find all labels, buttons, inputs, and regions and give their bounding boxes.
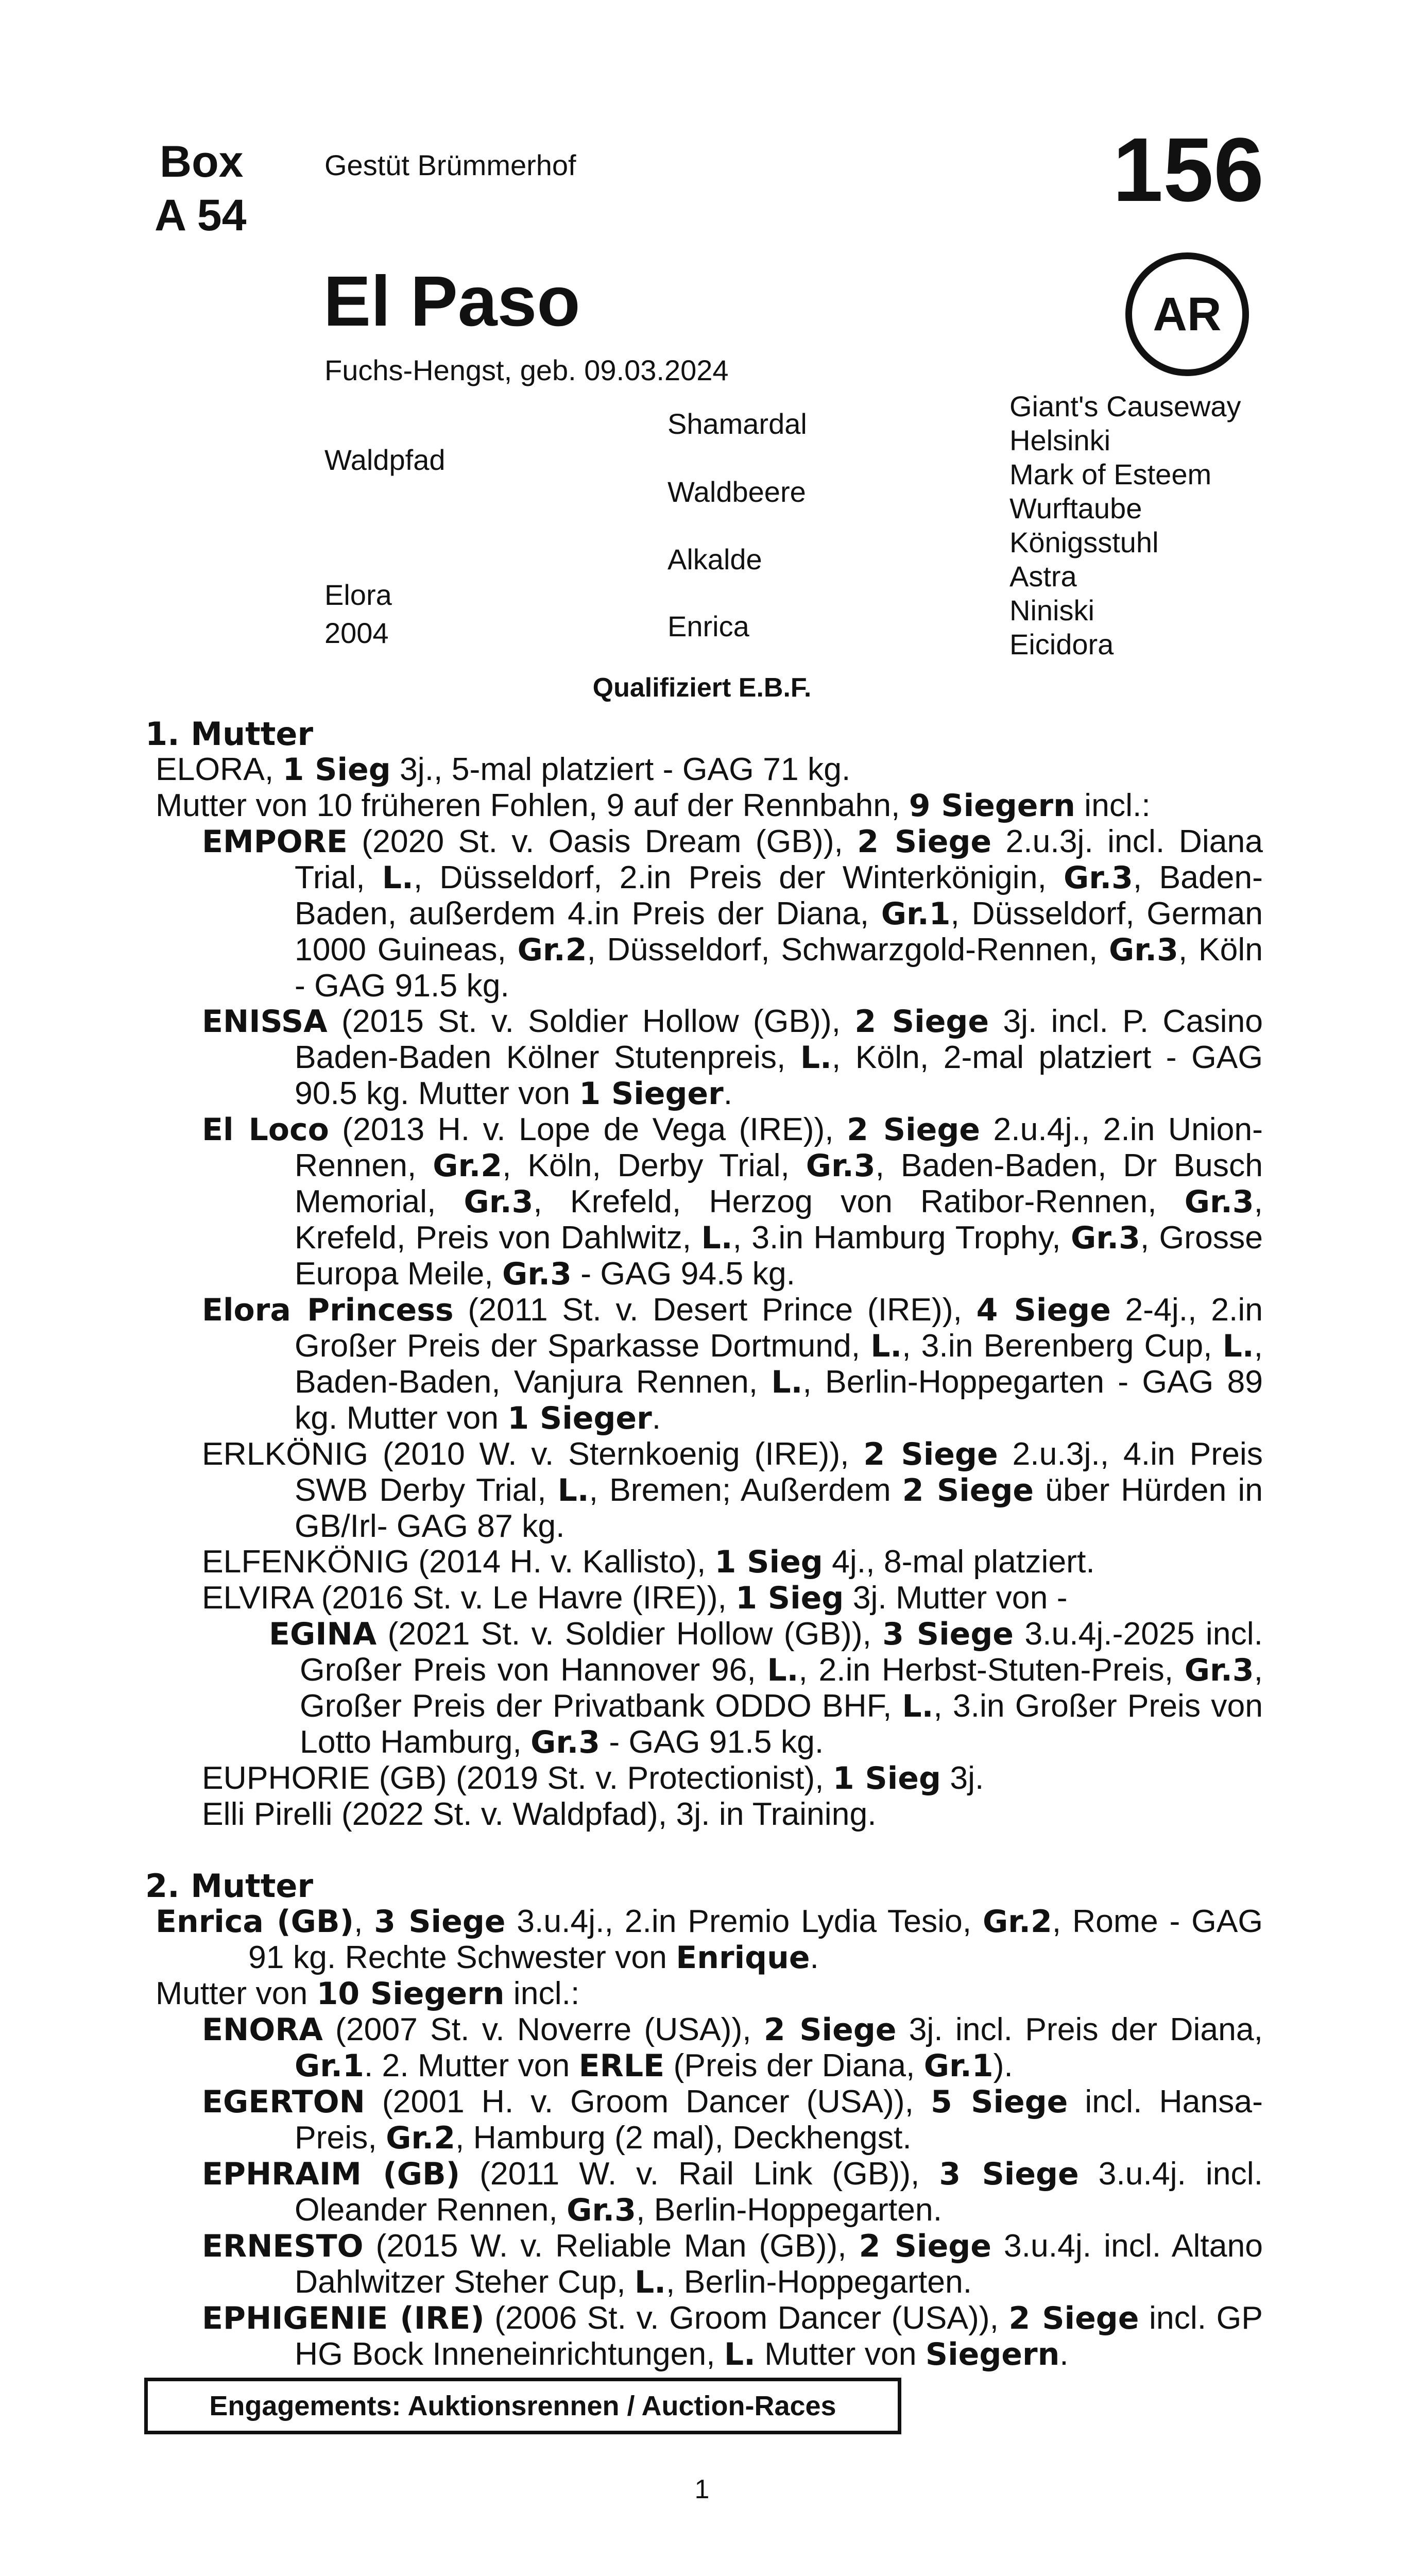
- second-dam-entry: [202, 2228, 1263, 2300]
- text-run: incl.:: [1075, 787, 1151, 823]
- bold-text-run: 2 Siege: [863, 1436, 998, 1472]
- first-dam-entry: [202, 1797, 1263, 1832]
- text-run: über Hürden in GB/Irl- GAG 87 kg.: [295, 1472, 1263, 1544]
- text-run: , Baden-Baden, außerdem 4.in Preis der Diana,: [295, 859, 1263, 931]
- text-run: (Preis der Diana,: [664, 2047, 924, 2083]
- bold-text-run: Gr.3: [530, 1724, 600, 1760]
- text-run: , Köln, Derby Trial,: [502, 1147, 806, 1183]
- bold-text-run: L.: [800, 1040, 832, 1076]
- first-dam-sub-entry: [269, 1616, 1263, 1760]
- text-run: .: [810, 1939, 819, 1975]
- bold-text-run: 2 Siege: [902, 1472, 1034, 1509]
- second-dam-entry: [202, 2300, 1263, 2372]
- first-dam-entry: [202, 1760, 1263, 1797]
- text-run: , Krefeld, Herzog von Ratibor-Rennen,: [533, 1183, 1185, 1219]
- first-dam-entry: [202, 1580, 1263, 1616]
- second-dam-entry: [202, 2012, 1263, 2084]
- text-run: Mutter von 10 früheren Fohlen, 9 auf der Rennbahn,: [156, 787, 909, 823]
- second-dam-heading: 2. Mutter: [145, 1867, 314, 1905]
- bold-text-run: EPHIGENIE (IRE): [202, 2300, 485, 2336]
- bold-text-run: L.: [557, 1472, 589, 1509]
- text-run: , Berlin-Hoppegarten.: [666, 2264, 972, 2300]
- pedigree-gen3-item: Eicidora: [1009, 628, 1114, 660]
- text-run: - GAG 94.5 kg.: [571, 1256, 796, 1292]
- bold-text-run: 2 Siege: [763, 2012, 897, 2048]
- bold-text-run: 10 Siegern: [316, 1976, 505, 2012]
- first-dam-entry: [202, 824, 1263, 1004]
- bold-text-run: Elora Princess: [202, 1292, 454, 1328]
- text-run: 3j.: [940, 1760, 984, 1796]
- bold-text-run: 1 Sieg: [832, 1760, 941, 1797]
- text-run: 3j. Mutter von -: [844, 1580, 1068, 1616]
- bold-text-run: Gr.1: [881, 896, 951, 932]
- bold-text-run: Gr.2: [982, 1904, 1052, 1940]
- bold-text-run: Gr.1: [923, 2048, 994, 2084]
- text-run: , 3.in Hamburg Trophy,: [732, 1219, 1071, 1256]
- bold-text-run: Siegern: [925, 2336, 1060, 2372]
- pedigree-sire-dam: Waldbeere: [667, 476, 806, 508]
- qualified-note: Qualifiziert E.B.F.: [592, 673, 812, 703]
- bold-text-run: Gr.3: [1184, 1652, 1254, 1688]
- bold-text-run: EGINA: [269, 1616, 377, 1652]
- bold-text-run: 4 Siege: [976, 1292, 1111, 1328]
- bold-text-run: L.: [724, 2336, 756, 2372]
- bold-text-run: 1 Sieg: [282, 752, 391, 788]
- pedigree-gen3-item: Astra: [1009, 560, 1077, 592]
- text-run: , Köln, 2-mal platziert - GAG 90.5 kg. Mutter von: [295, 1039, 1263, 1111]
- engagements-text: Engagements: Auktionsrennen / Auction-Races: [209, 2391, 836, 2421]
- bold-text-run: 9 Siegern: [909, 788, 1075, 824]
- catalogue-body: [145, 716, 1263, 2372]
- bold-text-run: 5 Siege: [930, 2084, 1068, 2120]
- pedigree-dam: Elora: [324, 579, 392, 611]
- bold-text-run: Gr.3: [1064, 860, 1133, 896]
- bold-text-run: L.: [635, 2264, 666, 2300]
- text-run: EUPHORIE (GB) (2019 St. v. Protectionist),: [202, 1760, 833, 1796]
- text-run: , Baden-Baden, Dr Busch Memorial,: [295, 1147, 1263, 1219]
- text-run: Elli Pirelli (2022 St. v. Waldpfad), 3j. in Training.: [202, 1796, 877, 1832]
- first-dam-entry: [202, 1436, 1263, 1544]
- bold-text-run: Gr.3: [1184, 1184, 1254, 1220]
- text-run: 3.u.4j. incl. Altano Dahlwitzer Steher Cup,: [295, 2228, 1263, 2300]
- second-dam-entry: [202, 2084, 1263, 2156]
- bold-text-run: 2 Siege: [1008, 2300, 1139, 2336]
- text-run: , 2.in Herbst-Stuten-Preis,: [798, 1652, 1185, 1688]
- horse-description: Fuchs-Hengst, geb. 09.03.2024: [324, 354, 729, 386]
- bold-text-run: L.: [382, 860, 414, 896]
- second-dam-entry: [202, 2156, 1263, 2228]
- text-run: (2021 St. v. Soldier Hollow (GB)),: [376, 1616, 883, 1652]
- text-run: , Großer Preis der Privatbank ODDO BHF,: [300, 1652, 1263, 1724]
- text-run: 3j., 5-mal platziert - GAG 71 kg.: [390, 751, 851, 787]
- bold-text-run: Gr.3: [567, 2192, 636, 2228]
- text-run: . 2. Mutter von: [364, 2047, 579, 2083]
- bold-text-run: Gr.3: [502, 1256, 572, 1292]
- text-run: 2.u.4j., 2.in Union-Rennen,: [295, 1111, 1263, 1183]
- text-run: , Düsseldorf, Schwarzgold-Rennen,: [587, 931, 1109, 968]
- text-run: (2006 St. v. Groom Dancer (USA)),: [484, 2300, 1009, 2336]
- pedigree-gen3-item: Mark of Esteem: [1009, 458, 1212, 490]
- horse-name: El Paso: [323, 262, 580, 341]
- text-run: , Berlin-Hoppegarten - GAG 89 kg. Mutter von: [295, 1364, 1263, 1436]
- text-run: ERLKÖNIG (2010 W. v. Sternkoenig (IRE)),: [202, 1436, 864, 1472]
- bold-text-run: L.: [701, 1220, 733, 1256]
- pedigree-sire: Waldpfad: [324, 444, 446, 476]
- text-run: .: [652, 1400, 661, 1436]
- box-label: [155, 135, 246, 242]
- bold-text-run: 2 Siege: [847, 1112, 981, 1148]
- text-run: 3.u.4j., 2.in Premio Lydia Tesio,: [505, 1903, 983, 1939]
- first-dam-entry: [202, 1112, 1263, 1292]
- text-run: incl.:: [504, 1975, 580, 2011]
- text-run: - GAG 91.5 kg.: [600, 1724, 824, 1760]
- bold-text-run: Gr.3: [1109, 932, 1178, 968]
- text-run: incl. GP HG Bock Inneneinrichtungen,: [295, 2300, 1263, 2372]
- bold-text-run: 1 Sieg: [714, 1544, 823, 1580]
- bold-text-run: Gr.3: [464, 1184, 534, 1220]
- bold-text-run: ERNESTO: [202, 2228, 364, 2264]
- text-run: ELVIRA (2016 St. v. Le Havre (IRE)),: [202, 1580, 736, 1616]
- text-run: Mutter von: [156, 1975, 317, 2011]
- text-run: incl. Hansa-Preis,: [295, 2083, 1263, 2156]
- text-run: (2011 W. v. Rail Link (GB)),: [460, 2156, 939, 2192]
- first-dam-entry: [202, 1004, 1263, 1112]
- text-run: 2-4j., 2.in Großer Preis der Sparkasse Dortmund,: [295, 1292, 1263, 1364]
- text-run: (2013 H. v. Lope de Vega (IRE)),: [329, 1111, 847, 1147]
- page-number: 1: [694, 2475, 710, 2504]
- text-run: , Baden-Baden, Vanjura Rennen,: [295, 1328, 1263, 1400]
- text-run: (2007 St. v. Noverre (USA)),: [322, 2011, 764, 2047]
- bold-text-run: L.: [771, 1364, 803, 1400]
- engagements-box: [144, 2378, 901, 2434]
- text-run: (2001 H. v. Groom Dancer (USA)),: [365, 2083, 931, 2120]
- bold-text-run: L.: [1222, 1328, 1254, 1364]
- bold-text-run: Enrique: [676, 1940, 810, 1976]
- pedigree-gen3: [1009, 389, 1241, 662]
- text-run: , Düsseldorf, German 1000 Guineas,: [295, 895, 1263, 968]
- bold-text-run: EPHRAIM (GB): [202, 2156, 460, 2192]
- text-run: 3j. incl. P. Casino Baden-Baden Kölner Stutenpreis,: [295, 1003, 1263, 1075]
- bold-text-run: L.: [870, 1328, 902, 1364]
- text-run: 3.u.4j. incl. Oleander Rennen,: [295, 2156, 1263, 2228]
- bold-text-run: 1 Sieger: [507, 1400, 652, 1436]
- bold-text-run: 3 Siege: [882, 1616, 1014, 1652]
- first-dam-entry: [202, 1544, 1263, 1580]
- bold-text-run: Gr.2: [433, 1148, 503, 1184]
- bold-text-run: 1 Sieg: [735, 1580, 844, 1616]
- text-run: , Grosse Europa Meile,: [295, 1219, 1263, 1292]
- bold-text-run: El Loco: [202, 1112, 329, 1148]
- first-dam-line: [156, 788, 1263, 824]
- text-run: ELFENKÖNIG (2014 H. v. Kallisto),: [202, 1544, 715, 1580]
- text-run: .: [723, 1075, 733, 1111]
- text-run: (2015 W. v. Reliable Man (GB)),: [363, 2228, 859, 2264]
- first-dam-line: [156, 752, 1263, 788]
- bold-text-run: 2 Siege: [854, 1004, 989, 1040]
- bold-text-run: Gr.2: [386, 2120, 455, 2156]
- text-run: , Düsseldorf, 2.in Preis der Winterkönigin,: [413, 859, 1064, 895]
- text-run: , 3.in Großer Preis von Lotto Hamburg,: [300, 1688, 1263, 1760]
- bold-text-run: L.: [902, 1688, 934, 1724]
- bold-text-run: 2 Siege: [857, 824, 992, 860]
- bold-text-run: L.: [767, 1652, 799, 1688]
- bold-text-run: 3 Siege: [374, 1904, 506, 1940]
- bold-text-run: 2 Siege: [859, 2228, 991, 2264]
- text-run: (2020 St. v. Oasis Dream (GB)),: [347, 823, 858, 859]
- bold-text-run: 3 Siege: [939, 2156, 1079, 2192]
- text-run: ,: [354, 1903, 374, 1939]
- text-run: 2.u.3j., 4.in Preis SWB Derby Trial,: [295, 1436, 1263, 1508]
- pedigree-dam-sire: Alkalde: [667, 543, 762, 575]
- text-run: ELORA,: [156, 751, 283, 787]
- second-dam-line: [156, 1976, 1263, 2012]
- bold-text-run: EGERTON: [202, 2084, 365, 2120]
- bold-text-run: Gr.1: [295, 2048, 364, 2084]
- text-run: , Krefeld, Preis von Dahlwitz,: [295, 1183, 1263, 1256]
- first-dam-entry: [202, 1292, 1263, 1436]
- bold-text-run: Gr.3: [806, 1148, 876, 1184]
- pedigree-gen3-item: Giant's Causeway: [1009, 390, 1241, 422]
- bold-text-run: EMPORE: [202, 824, 348, 860]
- second-dam-line: [156, 1904, 1263, 1976]
- bold-text-run: 1 Sieger: [579, 1076, 724, 1112]
- text-run: 4j., 8-mal platziert.: [823, 1544, 1095, 1580]
- pedigree-dam-year: 2004: [324, 617, 389, 649]
- text-run: , 3.in Berenberg Cup,: [902, 1328, 1223, 1364]
- text-run: 3.u.4j.-2025 incl. Großer Preis von Hannover 96,: [300, 1616, 1263, 1688]
- text-run: , Rome - GAG 91 kg. Rechte Schwester von: [248, 1903, 1263, 1975]
- ar-badge-text: AR: [1153, 287, 1222, 341]
- bold-text-run: ENISSA: [202, 1004, 328, 1040]
- text-run: , Köln - GAG 91.5 kg.: [295, 931, 1263, 1004]
- text-run: .: [1059, 2336, 1069, 2372]
- pedigree-gen3-item: Königsstuhl: [1009, 526, 1159, 558]
- pedigree-gen3-item: Wurftaube: [1009, 492, 1142, 524]
- box-label-line2: A 54: [155, 191, 247, 240]
- text-run: , Hamburg (2 mal), Deckhengst.: [455, 2120, 912, 2156]
- bold-text-run: ERLE: [578, 2048, 665, 2084]
- text-run: 2.u.3j. incl. Diana Trial,: [295, 823, 1263, 895]
- first-dam-heading: 1. Mutter: [145, 715, 314, 753]
- box-label-line1: Box: [160, 137, 244, 187]
- text-run: 3j. incl. Preis der Diana,: [896, 2011, 1263, 2047]
- pedigree-dam-dam: Enrica: [667, 610, 749, 642]
- bold-text-run: Gr.3: [1071, 1220, 1140, 1256]
- ar-badge: [1125, 252, 1249, 376]
- bold-text-run: Gr.2: [517, 932, 587, 968]
- text-run: (2011 St. v. Desert Prince (IRE)),: [453, 1292, 977, 1328]
- text-run: Mutter von: [755, 2336, 926, 2372]
- text-run: (2015 St. v. Soldier Hollow (GB)),: [327, 1003, 855, 1039]
- text-run: , Berlin-Hoppegarten.: [636, 2192, 943, 2228]
- text-run: , Bremen; Außerdem: [589, 1472, 902, 1508]
- breeder-name: Gestüt Brümmerhof: [324, 149, 576, 181]
- bold-text-run: ENORA: [202, 2012, 323, 2048]
- pedigree-sire-sire: Shamardal: [667, 408, 807, 440]
- text-run: ).: [993, 2047, 1013, 2083]
- pedigree-gen3-item: Helsinki: [1009, 424, 1111, 456]
- lot-number: 156: [1112, 120, 1264, 221]
- pedigree-gen3-item: Niniski: [1009, 594, 1094, 626]
- bold-text-run: Enrica (GB): [156, 1904, 354, 1940]
